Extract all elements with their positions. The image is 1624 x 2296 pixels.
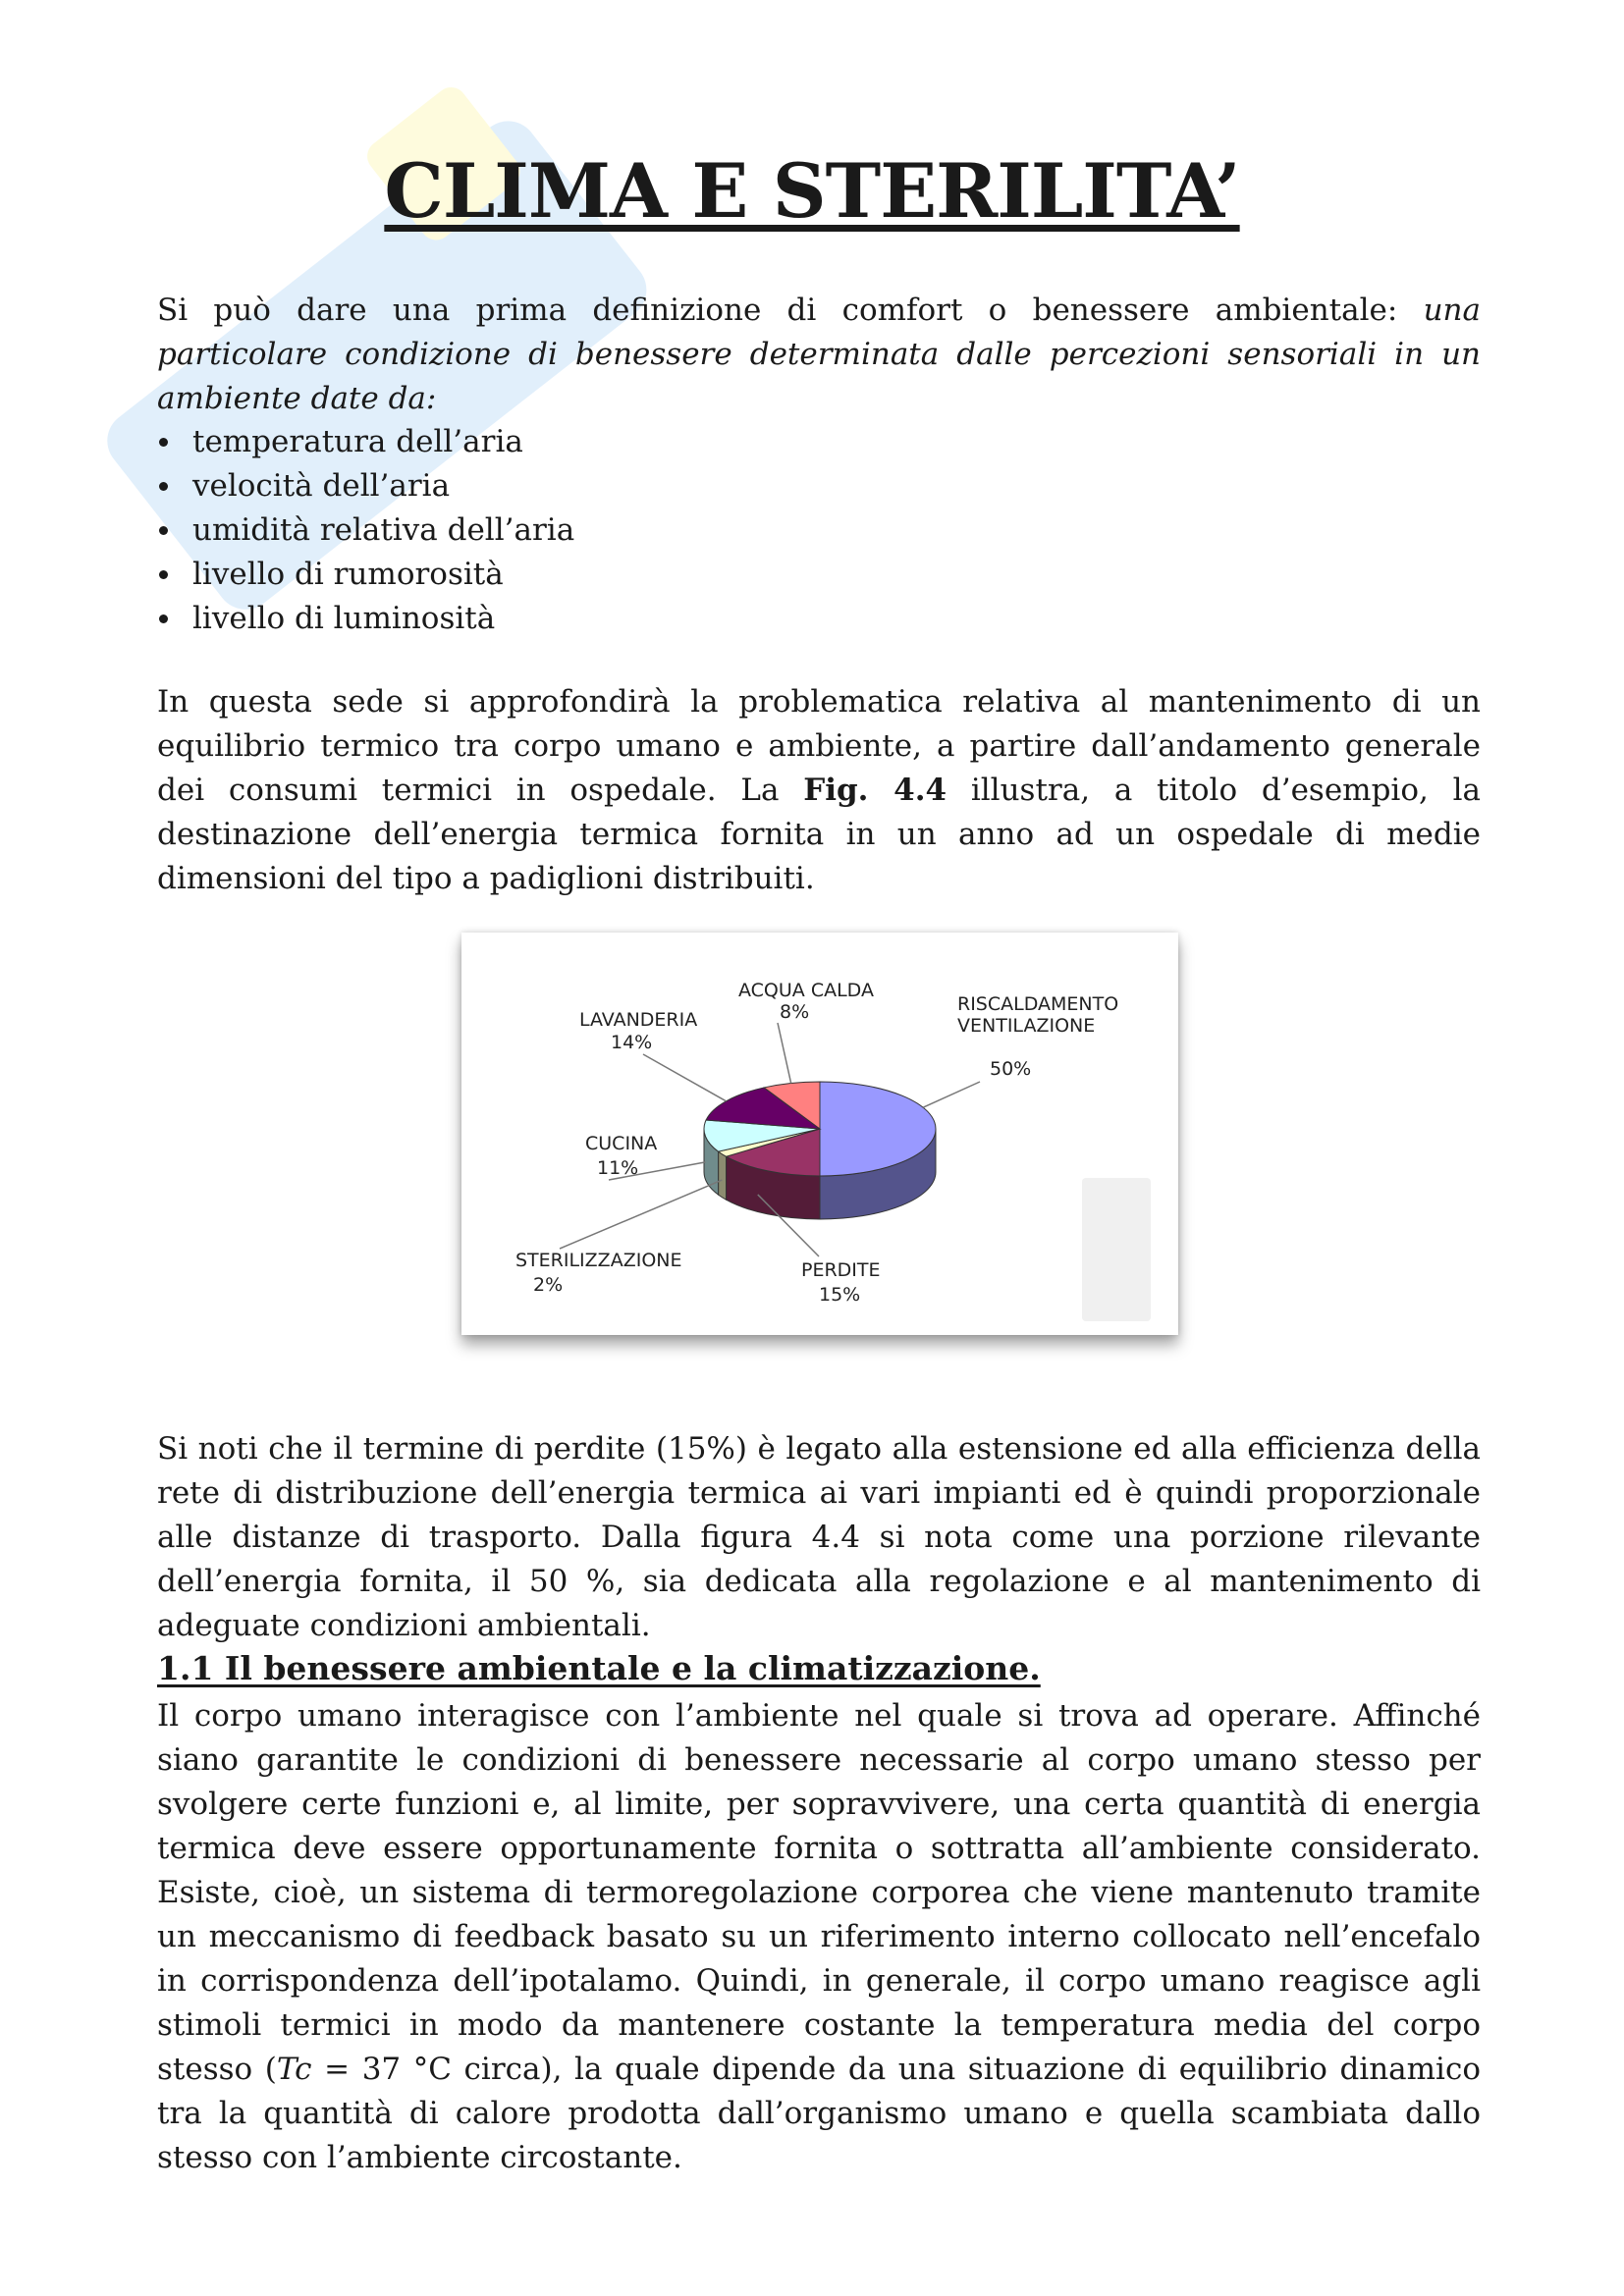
pie-side-2	[719, 1151, 727, 1200]
leader-line-4	[643, 1054, 727, 1101]
value-sterilizzazione: 2%	[533, 1274, 564, 1296]
list-item: temperatura dell’aria	[157, 420, 574, 464]
label-lavanderia: LAVANDERIA	[579, 1009, 698, 1031]
thermal-consumption-paragraph: In questa sede si approfondirà la problematica relativa al mantenimento di un equilibrio termico tra corpo umano e ambiente, a partire dall’andamento generale dei consumi termici in ospedale. La Fig. 4.4 illustra, a titolo d’esempio, la destinazione dell’energia termica fornita in un anno ad un ospedale di medie dimensioni del tipo a padiglioni distribuiti.	[157, 684, 1482, 896]
pie-chart	[461, 933, 1178, 1335]
value-perdite: 15%	[819, 1284, 861, 1306]
leader-line-0	[923, 1082, 980, 1107]
pie-chart-figure	[461, 933, 1178, 1335]
intro-paragraph: Si può dare una prima definizione di comfort o benessere ambientale: una particolare condizione di benessere determinata dalle percezioni sensoriali in un ambiente date da:	[157, 293, 1481, 416]
list-item: umidità relativa dell’aria	[157, 508, 574, 553]
value-riscaldamento: 50%	[990, 1058, 1032, 1080]
label-riscaldamento: RISCALDAMENTO	[957, 993, 1119, 1015]
page-title: CLIMA E STERILITA’	[384, 147, 1240, 235]
value-cucina: 11%	[597, 1157, 639, 1179]
leader-line-2	[560, 1180, 722, 1249]
label-ventilazione: VENTILAZIONE	[957, 1015, 1096, 1037]
value-acqua-calda: 8%	[780, 1001, 810, 1023]
section-heading: 1.1 Il benessere ambientale e la climatizzazione.	[157, 1649, 1041, 1687]
list-item: livello di luminosità	[157, 597, 574, 641]
thermoregulation-paragraph: Il corpo umano interagisce con l’ambiente nel quale si trova ad operare. Affinché siano garantite le condizioni di benessere necessarie al corpo umano stesso per svolgere certe funzioni e, al limite, per sopravvivere, una certa quantità di energia termica deve essere opportunamente fornita o sottratta all’ambiente considerato. Esiste, cioè, un sistema di termoregolazione corporea che viene mantenuto tramite un meccanismo di feedback basato su un riferimento interno collocato nell’encefalo in corrispondenza dell’ipotalamo. Quindi, in generale, il corpo umano reagisce agli stimoli termici in modo da mantenere costante la temperatura media del corpo stesso (Tc = 37 °C circa), la quale dipende da una situazione di equilibrio dinamico tra la quantità di calore prodotta dall’organismo umano e quella scambiata dallo stesso con l’ambiente circostante.	[157, 1698, 1481, 2175]
leader-line-5	[778, 1023, 791, 1084]
list-item: velocità dell’aria	[157, 464, 574, 508]
comfort-factors-list	[157, 420, 574, 641]
label-perdite: PERDITE	[801, 1259, 881, 1281]
label-cucina: CUCINA	[585, 1133, 658, 1154]
figure-reference: Fig. 4.4	[803, 773, 947, 808]
value-lavanderia: 14%	[611, 1032, 653, 1053]
losses-paragraph: Si noti che il termine di perdite (15%) è legato alla estensione ed alla efficienza della rete di distribuzione dell’energia termica ai vari impianti ed è quindi proporzionale alle distanze di trasporto. Dalla figura 4.4 si nota come una porzione rilevante dell’energia fornita, il 50 %, sia dedicata alla regolazione e al mantenimento di adeguate condizioni ambientali.	[157, 1431, 1481, 1643]
body-temperature-symbol: Tc	[276, 2052, 312, 2087]
corner-decoration	[1082, 1178, 1151, 1321]
list-item: livello di rumorosità	[157, 553, 574, 597]
label-sterilizzazione: STERILIZZAZIONE	[515, 1250, 682, 1271]
label-acqua-calda: ACQUA CALDA	[738, 980, 874, 1001]
